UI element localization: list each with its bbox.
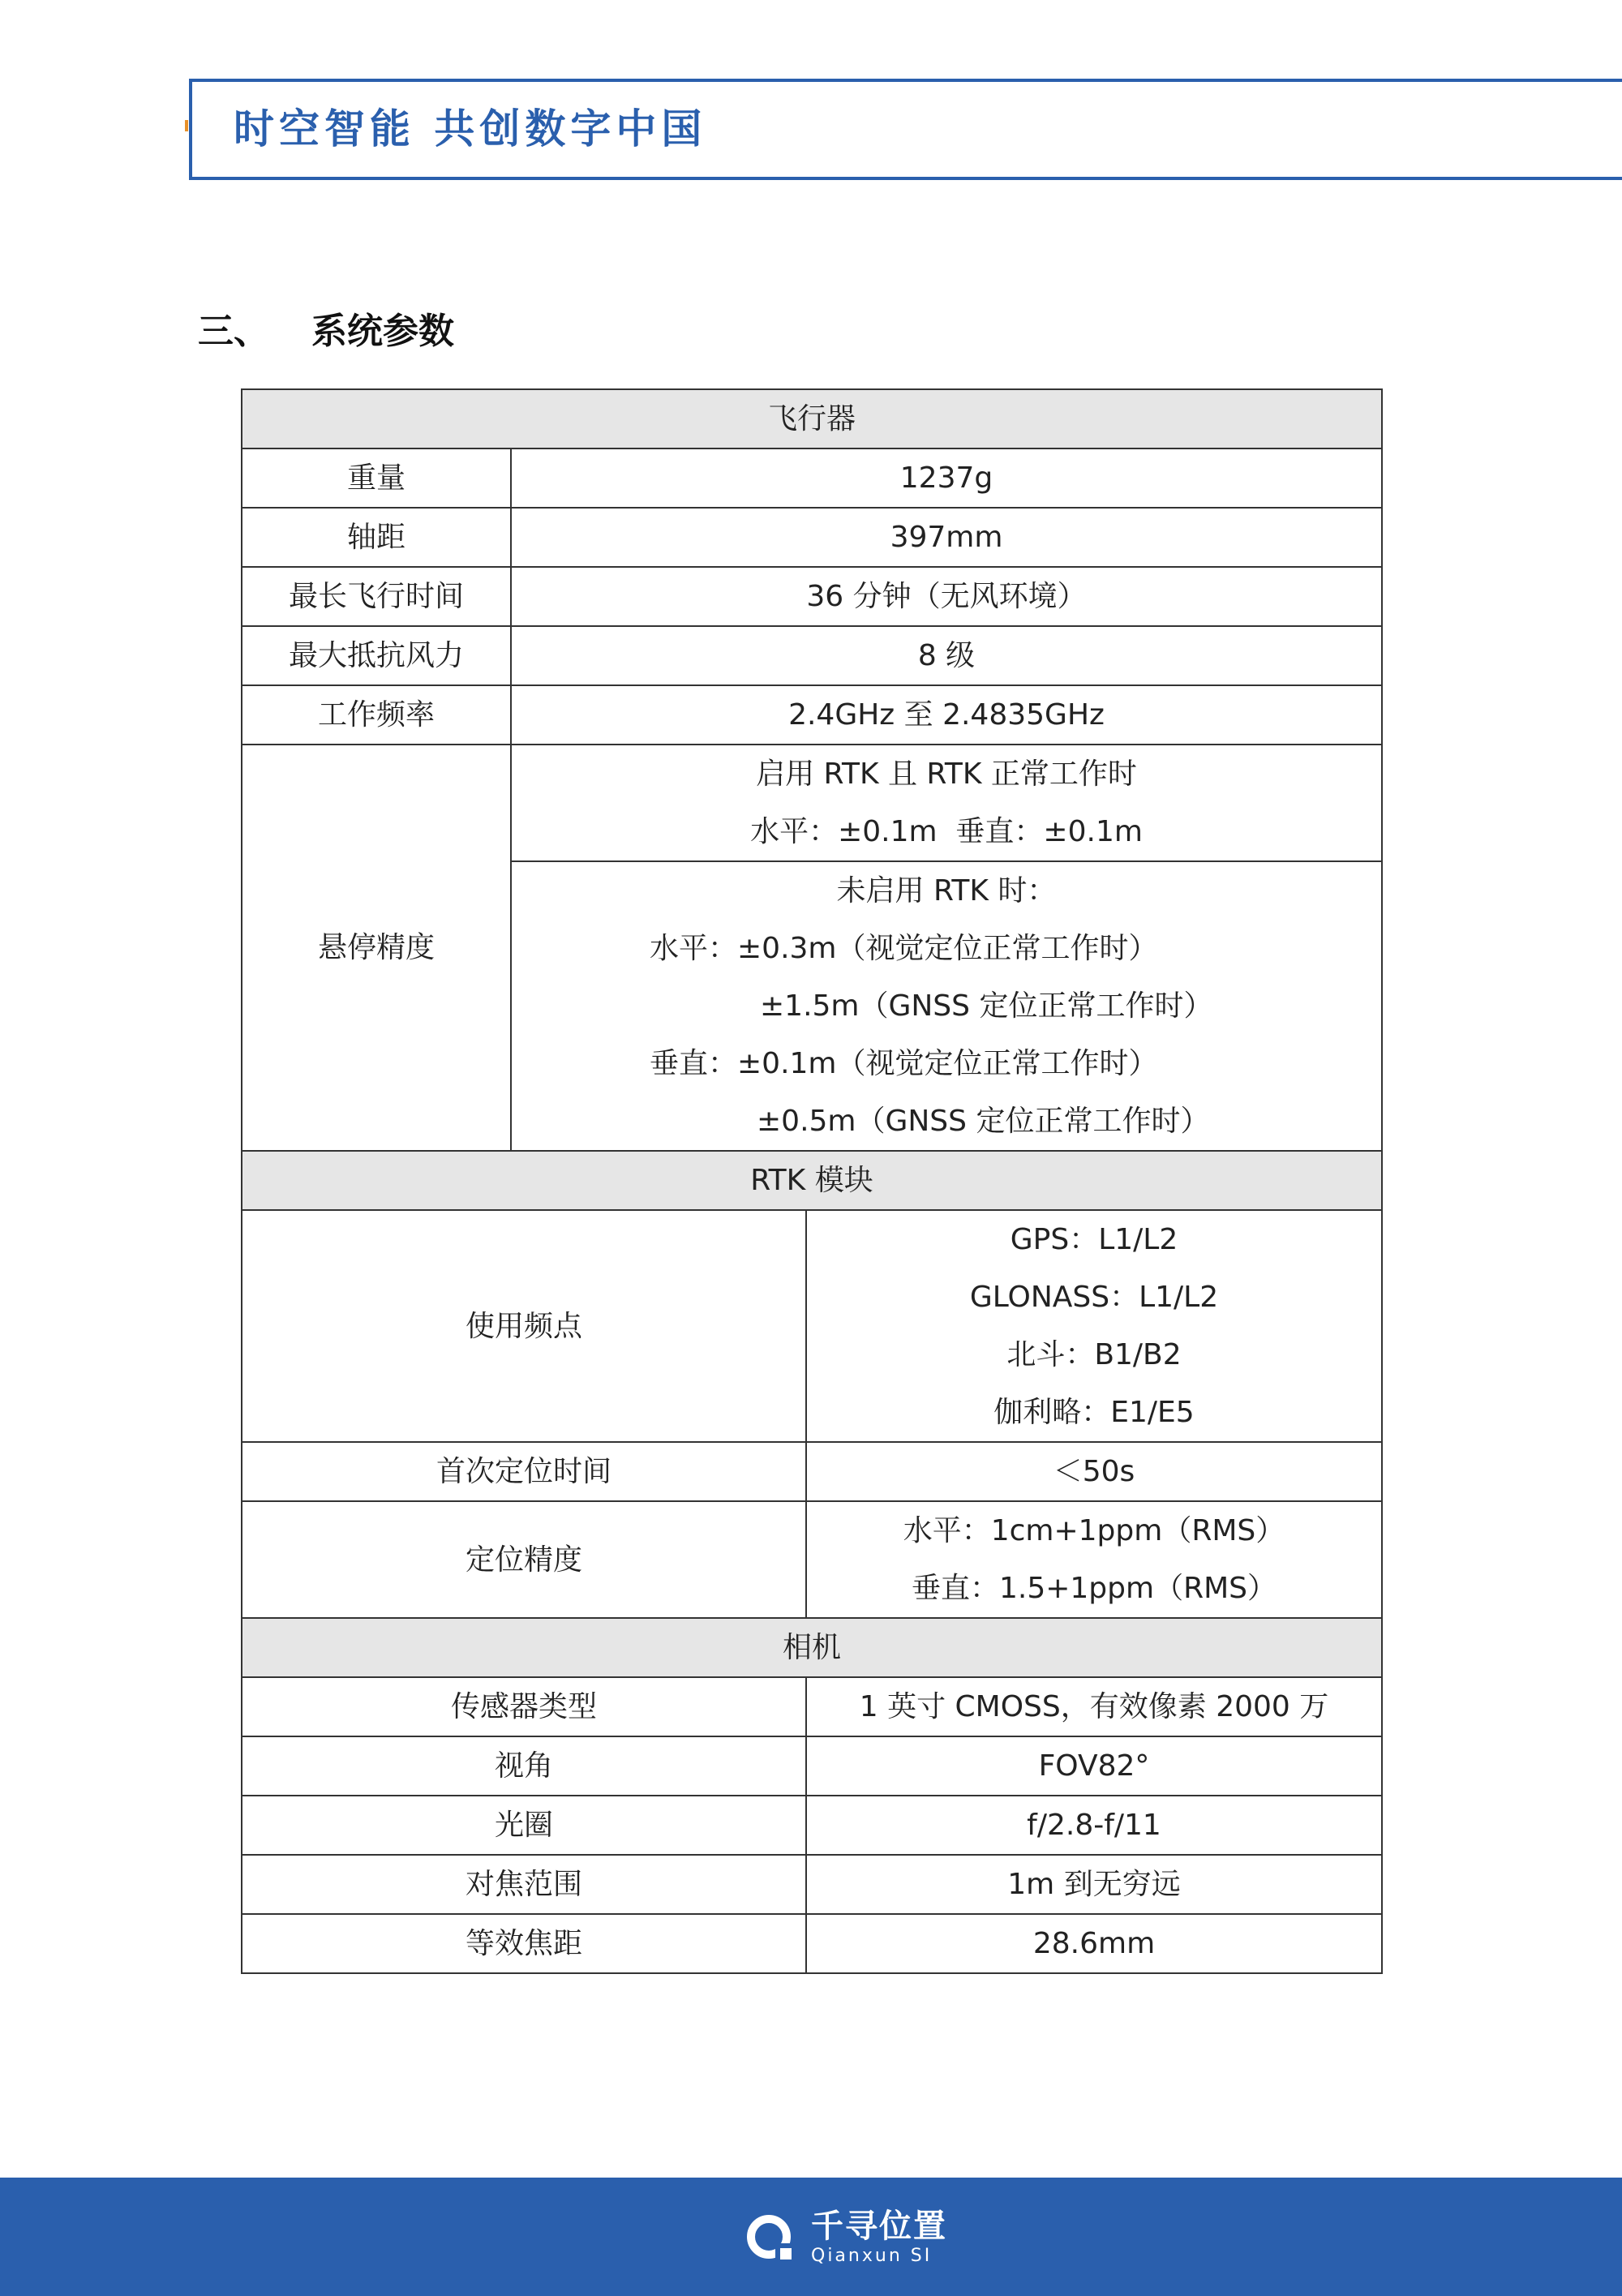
- row-label: 传感器类型: [242, 1677, 806, 1736]
- hover-line-text: ±1.5m（GNSS 定位正常工作时）: [760, 989, 1213, 1023]
- brand-name-cn: 千寻位置: [811, 2208, 947, 2245]
- row-label: 使用频点: [242, 1210, 806, 1442]
- hover-rtk-on-line: 启用 RTK 且 RTK 正常工作时: [756, 757, 1137, 791]
- table-row-hover-rtk: [242, 745, 1382, 861]
- freq-line: GLONASS：L1/L2: [969, 1281, 1219, 1314]
- hover-rtk-on-line: 水平：±0.1m 垂直：±0.1m: [750, 815, 1143, 848]
- header-slogan: 时空智能 共创数字中国: [234, 105, 707, 152]
- row-value: f/2.8-f/11: [806, 1796, 1382, 1855]
- row-label: 视角: [242, 1736, 806, 1796]
- row-label: 对焦范围: [242, 1855, 806, 1914]
- group-label-camera: 相机: [242, 1618, 1382, 1677]
- group-label-aircraft: 飞行器: [242, 389, 1382, 448]
- freq-line: 伽利略：E1/E5: [993, 1396, 1195, 1429]
- hover-accuracy-label: 悬停精度: [242, 745, 511, 1151]
- row-value: 36 分钟（无风环境）: [511, 567, 1382, 626]
- row-value: 28.6mm: [806, 1914, 1382, 1973]
- freq-line: 北斗：B1/B2: [1006, 1338, 1182, 1371]
- row-label: 首次定位时间: [242, 1442, 806, 1501]
- row-value: 1237g: [511, 448, 1382, 508]
- table-row: [242, 1210, 1382, 1442]
- section-title: 系统参数: [311, 311, 454, 352]
- row-label: 最大抵抗风力: [242, 626, 511, 685]
- table-row: [242, 1796, 1382, 1855]
- group-row-camera: [242, 1618, 1382, 1677]
- spec-table: [241, 388, 1383, 1974]
- hover-rtk-off-line: [512, 920, 1381, 977]
- row-value: 397mm: [511, 508, 1382, 567]
- accuracy-line: 水平：1cm+1ppm（RMS）: [903, 1514, 1285, 1547]
- hover-rtk-off-line: [512, 1035, 1381, 1092]
- table-row: [242, 448, 1382, 508]
- row-value: 1 英寸 CMOSS，有效像素 2000 万: [806, 1677, 1382, 1736]
- row-value: ＜50s: [806, 1442, 1382, 1501]
- hover-rtk-off-line: [512, 1092, 1381, 1150]
- group-label-rtk: RTK 模块: [242, 1151, 1382, 1210]
- section-heading: [198, 305, 454, 358]
- row-label: 定位精度: [242, 1501, 806, 1618]
- freq-line: GPS：L1/L2: [1010, 1223, 1178, 1256]
- row-label: 工作频率: [242, 685, 511, 745]
- accuracy-line: 垂直：1.5+1ppm（RMS）: [911, 1572, 1277, 1605]
- row-value: [806, 1210, 1382, 1442]
- table-row: [242, 626, 1382, 685]
- table-row: [242, 1442, 1382, 1501]
- table-row: [242, 685, 1382, 745]
- table-row: [242, 1736, 1382, 1796]
- qianxun-logo-icon: [744, 2211, 796, 2263]
- row-value: 8 级: [511, 626, 1382, 685]
- row-value: 2.4GHz 至 2.4835GHz: [511, 685, 1382, 745]
- hover-rtk-on-cell: [511, 745, 1382, 861]
- row-label: 等效焦距: [242, 1914, 806, 1973]
- hover-line-text: 水平：±0.3m（视觉定位正常工作时）: [650, 932, 1158, 965]
- group-row-aircraft: [242, 389, 1382, 448]
- group-row-rtk: [242, 1151, 1382, 1210]
- row-value: 1m 到无穷远: [806, 1855, 1382, 1914]
- table-row: [242, 1855, 1382, 1914]
- row-label: 重量: [242, 448, 511, 508]
- row-label: 最长飞行时间: [242, 567, 511, 626]
- table-row: [242, 567, 1382, 626]
- hover-rtk-off-cell: [511, 861, 1382, 1151]
- table-row: [242, 1677, 1382, 1736]
- table-row: [242, 508, 1382, 567]
- brand-name-en: Qianxun SI: [811, 2246, 933, 2266]
- hover-line-text: 垂直：±0.1m（视觉定位正常工作时）: [650, 1047, 1158, 1080]
- section-number: 三、: [198, 311, 269, 352]
- header-accent-mark: [185, 120, 188, 131]
- hover-rtk-off-line: [512, 977, 1381, 1035]
- table-row: [242, 1914, 1382, 1973]
- hover-line-text: ±0.5m（GNSS 定位正常工作时）: [757, 1105, 1210, 1138]
- row-value: [806, 1501, 1382, 1618]
- row-label: 光圈: [242, 1796, 806, 1855]
- table-row: [242, 1501, 1382, 1618]
- hover-rtk-off-title: 未启用 RTK 时：: [836, 874, 1057, 908]
- row-value: FOV82°: [806, 1736, 1382, 1796]
- row-label: 轴距: [242, 508, 511, 567]
